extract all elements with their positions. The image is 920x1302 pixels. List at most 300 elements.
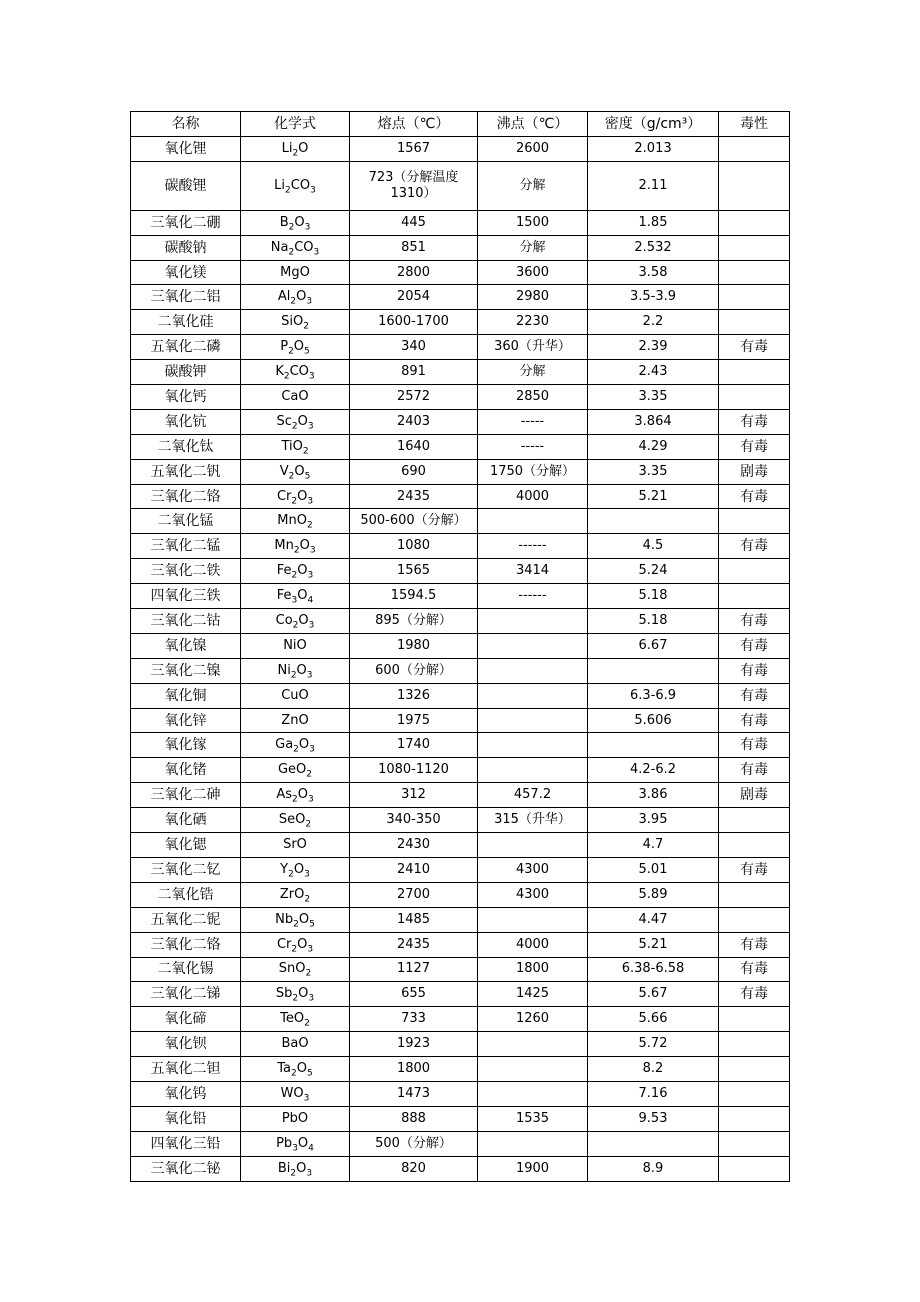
cell-boiling-point [478, 733, 588, 758]
cell-melting-point: 500-600（分解） [350, 509, 478, 534]
cell-density [588, 1131, 719, 1156]
formula-subscript: 2 [305, 969, 312, 980]
cell-name: 氧化钪 [131, 409, 241, 434]
cell-formula [241, 534, 350, 559]
cell-boiling-point: 分解 [478, 161, 588, 210]
cell-toxicity [719, 161, 790, 210]
cell-formula [241, 833, 350, 858]
formula-part: Ga [275, 737, 294, 753]
cell-boiling-point: 360（升华） [478, 335, 588, 360]
cell-density: 3.58 [588, 260, 719, 285]
cell-melting-point: 851 [350, 235, 478, 260]
cell-boiling-point: 1500 [478, 210, 588, 235]
cell-melting-point: 1473 [350, 1081, 478, 1106]
table-row [131, 1156, 790, 1181]
formula-subscript: 3 [303, 1093, 310, 1104]
cell-boiling-point: 3600 [478, 260, 588, 285]
cell-toxicity [719, 1032, 790, 1057]
formula-part: O [293, 861, 305, 877]
cell-formula [241, 1032, 350, 1057]
table-row [131, 335, 790, 360]
cell-melting-point: 2572 [350, 385, 478, 410]
formula-subscript: 2 [291, 944, 298, 955]
formula-subscript: 3 [306, 670, 313, 681]
cell-melting-point: 340-350 [350, 808, 478, 833]
formula-part: Sb [275, 986, 293, 1002]
formula-subscript: 3 [307, 496, 314, 507]
cell-density: 5.01 [588, 857, 719, 882]
cell-density: 8.9 [588, 1156, 719, 1181]
cell-name: 三氧化二铬 [131, 484, 241, 509]
cell-melting-point: 500（分解） [350, 1131, 478, 1156]
formula-part: Cr [276, 936, 292, 952]
cell-melting-point: 891 [350, 360, 478, 385]
table-row [131, 534, 790, 559]
formula-part: O [294, 463, 305, 479]
cell-formula [241, 982, 350, 1007]
cell-boiling-point [478, 658, 588, 683]
formula-part: Li [281, 140, 293, 156]
cell-name: 三氧化二铝 [131, 285, 241, 310]
cell-density: 5.21 [588, 484, 719, 509]
table-row [131, 683, 790, 708]
formula-part: Cr [276, 488, 292, 504]
cell-density: 2.013 [588, 136, 719, 161]
cell-toxicity: 有毒 [719, 658, 790, 683]
formula-subscript: 3 [306, 296, 313, 307]
formula-subscript: 2 [291, 1068, 297, 1079]
table-row [131, 584, 790, 609]
cell-formula [241, 907, 350, 932]
formula-subscript: 2 [291, 570, 298, 581]
table-row [131, 409, 790, 434]
cell-toxicity: 有毒 [719, 484, 790, 509]
formula-part: Na [270, 239, 289, 255]
formula-part: ZnO [281, 712, 309, 728]
cell-toxicity: 剧毒 [719, 783, 790, 808]
cell-toxicity [719, 285, 790, 310]
cell-boiling-point: 4000 [478, 484, 588, 509]
cell-formula [241, 609, 350, 634]
cell-toxicity [719, 260, 790, 285]
cell-density: 2.532 [588, 235, 719, 260]
cell-melting-point: 600（分解） [350, 658, 478, 683]
cell-boiling-point: 1425 [478, 982, 588, 1007]
cell-name: 二氧化硅 [131, 310, 241, 335]
cell-boiling-point: 1535 [478, 1106, 588, 1131]
cell-toxicity: 有毒 [719, 733, 790, 758]
formula-subscript: 2 [304, 1018, 310, 1029]
formula-part: O [297, 1135, 309, 1151]
cell-formula [241, 584, 350, 609]
formula-subscript: 2 [288, 222, 295, 233]
formula-part: CuO [281, 687, 309, 703]
cell-melting-point: 820 [350, 1156, 478, 1181]
cell-density: 6.67 [588, 633, 719, 658]
cell-toxicity: 有毒 [719, 708, 790, 733]
cell-melting-point: 895（分解） [350, 609, 478, 634]
cell-toxicity [719, 1156, 790, 1181]
cell-formula [241, 559, 350, 584]
cell-name: 五氧化二钒 [131, 459, 241, 484]
formula-part: PbO [281, 1110, 309, 1126]
formula-subscript: 4 [308, 1143, 314, 1154]
cell-boiling-point [478, 1131, 588, 1156]
formula-part: SeO [278, 812, 306, 828]
table-row [131, 882, 790, 907]
formula-part: P [280, 339, 289, 355]
cell-toxicity [719, 1081, 790, 1106]
formula-subscript: 3 [304, 869, 310, 880]
formula-subscript: 2 [288, 869, 294, 880]
formula-part: TeO [280, 1011, 305, 1027]
cell-melting-point: 723（分解温度1310） [350, 161, 478, 210]
cell-melting-point: 340 [350, 335, 478, 360]
formula-part: O [297, 488, 308, 504]
table-row [131, 434, 790, 459]
cell-boiling-point: 分解 [478, 360, 588, 385]
table-header-row [131, 112, 790, 137]
cell-name: 氧化铜 [131, 683, 241, 708]
cell-formula [241, 434, 350, 459]
cell-density: 3.86 [588, 783, 719, 808]
cell-name: 三氧化二硼 [131, 210, 241, 235]
cell-density: 4.5 [588, 534, 719, 559]
cell-density: 2.43 [588, 360, 719, 385]
cell-melting-point: 2700 [350, 882, 478, 907]
cell-melting-point: 2410 [350, 857, 478, 882]
cell-name: 五氧化二铌 [131, 907, 241, 932]
formula-part: O [297, 936, 308, 952]
cell-density: 9.53 [588, 1106, 719, 1131]
cell-toxicity [719, 559, 790, 584]
formula-part: V [279, 463, 289, 479]
cell-density: 6.3-6.9 [588, 683, 719, 708]
cell-melting-point: 1565 [350, 559, 478, 584]
formula-subscript: 2 [290, 670, 297, 681]
formula-part: SrO [283, 836, 307, 852]
cell-formula [241, 783, 350, 808]
cell-toxicity [719, 584, 790, 609]
cell-density: 2.11 [588, 161, 719, 210]
cell-formula [241, 932, 350, 957]
cell-melting-point: 1740 [350, 733, 478, 758]
cell-name: 四氧化三铁 [131, 584, 241, 609]
table-row [131, 360, 790, 385]
cell-name: 三氧化二钴 [131, 609, 241, 634]
cell-melting-point: 1640 [350, 434, 478, 459]
cell-melting-point: 1485 [350, 907, 478, 932]
table-row [131, 285, 790, 310]
cell-name: 氧化镍 [131, 633, 241, 658]
cell-toxicity: 剧毒 [719, 459, 790, 484]
cell-formula [241, 957, 350, 982]
cell-density: 3.35 [588, 459, 719, 484]
table-row [131, 733, 790, 758]
formula-subscript: 2 [290, 296, 297, 307]
cell-toxicity: 有毒 [719, 534, 790, 559]
formula-subscript: 2 [291, 421, 298, 432]
formula-subscript: 5 [309, 919, 315, 930]
table-row [131, 633, 790, 658]
cell-toxicity: 有毒 [719, 857, 790, 882]
formula-part: Y [280, 861, 289, 877]
table-row [131, 783, 790, 808]
cell-boiling-point: 4000 [478, 932, 588, 957]
cell-melting-point: 1800 [350, 1057, 478, 1082]
cell-toxicity: 有毒 [719, 957, 790, 982]
cell-density: 5.24 [588, 559, 719, 584]
cell-toxicity [719, 808, 790, 833]
cell-name: 氧化碲 [131, 1007, 241, 1032]
cell-formula [241, 484, 350, 509]
cell-name: 氧化镁 [131, 260, 241, 285]
cell-formula [241, 385, 350, 410]
formula-subscript: 5 [304, 471, 311, 482]
cell-boiling-point [478, 1057, 588, 1082]
cell-density: 3.5-3.9 [588, 285, 719, 310]
cell-formula [241, 658, 350, 683]
formula-part: CO [289, 364, 309, 380]
formula-subscript: 2 [285, 185, 291, 196]
cell-toxicity: 有毒 [719, 758, 790, 783]
formula-subscript: 2 [303, 321, 309, 332]
cell-toxicity [719, 1106, 790, 1131]
cell-density: 5.89 [588, 882, 719, 907]
table-row [131, 161, 790, 210]
formula-part: O [298, 737, 310, 753]
formula-subscript: 2 [292, 148, 299, 159]
cell-density: 6.38-6.58 [588, 957, 719, 982]
cell-melting-point: 690 [350, 459, 478, 484]
cell-melting-point: 1600-1700 [350, 310, 478, 335]
cell-density: 5.66 [588, 1007, 719, 1032]
formula-part: Fe [276, 588, 292, 604]
formula-part: O [298, 986, 309, 1002]
cell-density: 5.67 [588, 982, 719, 1007]
formula-subscript: 3 [304, 222, 311, 233]
formula-part: Al [277, 289, 291, 305]
formula-part: SiO [281, 314, 304, 330]
cell-name: 碳酸锂 [131, 161, 241, 210]
cell-toxicity [719, 1007, 790, 1032]
cell-melting-point: 1975 [350, 708, 478, 733]
header-formula: 化学式 [241, 112, 350, 137]
table-row [131, 260, 790, 285]
cell-boiling-point: 315（升华） [478, 808, 588, 833]
cell-name: 氧化锂 [131, 136, 241, 161]
formula-part: NiO [283, 637, 307, 653]
formula-subscript: 2 [293, 745, 299, 756]
cell-toxicity [719, 235, 790, 260]
table-row [131, 559, 790, 584]
cell-name: 氧化钡 [131, 1032, 241, 1057]
cell-boiling-point: 1260 [478, 1007, 588, 1032]
table-row [131, 484, 790, 509]
formula-part: B [279, 214, 289, 230]
cell-melting-point: 1127 [350, 957, 478, 982]
cell-toxicity [719, 907, 790, 932]
formula-part: O [297, 413, 308, 429]
cell-melting-point: 2403 [350, 409, 478, 434]
formula-subscript: 3 [306, 1168, 313, 1179]
cell-formula [241, 136, 350, 161]
cell-formula [241, 260, 350, 285]
cell-formula [241, 882, 350, 907]
cell-name: 氧化钙 [131, 385, 241, 410]
cell-melting-point: 1567 [350, 136, 478, 161]
formula-subscript: 2 [288, 247, 295, 258]
formula-subscript: 3 [308, 371, 315, 382]
cell-density: 5.72 [588, 1032, 719, 1057]
formula-subscript: 3 [313, 247, 320, 258]
table-row [131, 982, 790, 1007]
formula-part: CaO [281, 388, 309, 404]
cell-melting-point: 445 [350, 210, 478, 235]
cell-melting-point: 2435 [350, 484, 478, 509]
formula-part: K [275, 364, 284, 380]
table-row [131, 658, 790, 683]
cell-density: 5.21 [588, 932, 719, 957]
oxide-properties-table [130, 111, 790, 1182]
cell-toxicity [719, 509, 790, 534]
formula-subscript: 3 [309, 745, 315, 756]
cell-melting-point: 312 [350, 783, 478, 808]
cell-name: 三氧化二铁 [131, 559, 241, 584]
cell-boiling-point: 1900 [478, 1156, 588, 1181]
formula-subscript: 3 [309, 545, 316, 556]
formula-part: Nb [275, 911, 294, 927]
formula-part: TiO [281, 438, 303, 454]
table-body [131, 136, 790, 1181]
cell-name: 五氧化二钽 [131, 1057, 241, 1082]
formula-part: O [293, 339, 305, 355]
cell-formula [241, 708, 350, 733]
formula-part: O [298, 140, 309, 156]
formula-part: Li [274, 177, 286, 193]
cell-boiling-point: 2980 [478, 285, 588, 310]
cell-boiling-point [478, 1081, 588, 1106]
cell-formula [241, 360, 350, 385]
formula-subscript: 2 [291, 794, 298, 805]
cell-name: 二氧化锆 [131, 882, 241, 907]
cell-density: 4.2-6.2 [588, 758, 719, 783]
formula-subscript: 2 [306, 521, 313, 531]
cell-density [588, 733, 719, 758]
cell-boiling-point [478, 833, 588, 858]
formula-subscript: 4 [307, 595, 314, 606]
formula-part: Bi [277, 1160, 291, 1176]
formula-subscript: 3 [308, 993, 315, 1004]
formula-part: O [298, 612, 309, 628]
cell-density: 3.95 [588, 808, 719, 833]
cell-toxicity: 有毒 [719, 633, 790, 658]
cell-melting-point: 1594.5 [350, 584, 478, 609]
cell-density: 1.85 [588, 210, 719, 235]
cell-name: 三氧化二铬 [131, 932, 241, 957]
cell-toxicity [719, 1057, 790, 1082]
table-row [131, 385, 790, 410]
formula-part: Sc [276, 413, 292, 429]
formula-part: O [296, 1160, 307, 1176]
cell-density: 3.35 [588, 385, 719, 410]
cell-boiling-point [478, 633, 588, 658]
cell-name: 三氧化二锰 [131, 534, 241, 559]
formula-subscript: 2 [293, 919, 299, 930]
cell-boiling-point: 分解 [478, 235, 588, 260]
cell-toxicity: 有毒 [719, 434, 790, 459]
cell-formula [241, 1057, 350, 1082]
cell-toxicity [719, 360, 790, 385]
formula-part: O [294, 214, 305, 230]
cell-melting-point: 1980 [350, 633, 478, 658]
table-row [131, 136, 790, 161]
cell-boiling-point: 4300 [478, 882, 588, 907]
formula-part: WO [280, 1085, 304, 1101]
cell-formula [241, 459, 350, 484]
cell-density: 4.29 [588, 434, 719, 459]
cell-toxicity [719, 882, 790, 907]
cell-toxicity [719, 210, 790, 235]
cell-formula [241, 808, 350, 833]
formula-part: Fe [276, 563, 292, 579]
cell-boiling-point: ----- [478, 409, 588, 434]
cell-formula [241, 509, 350, 534]
cell-formula [241, 1156, 350, 1181]
cell-density: 2.39 [588, 335, 719, 360]
cell-name: 四氧化三铅 [131, 1131, 241, 1156]
formula-part: O [296, 1061, 307, 1076]
formula-subscript: 3 [308, 620, 315, 631]
cell-density: 2.2 [588, 310, 719, 335]
cell-density: 8.2 [588, 1057, 719, 1082]
cell-boiling-point [478, 708, 588, 733]
table-row [131, 235, 790, 260]
cell-name: 氧化硒 [131, 808, 241, 833]
formula-part: MnO [277, 513, 307, 529]
cell-formula [241, 335, 350, 360]
header-boiling-point: 沸点（℃） [478, 112, 588, 137]
cell-boiling-point: 2600 [478, 136, 588, 161]
formula-subscript: 3 [307, 421, 314, 432]
cell-name: 二氧化钛 [131, 434, 241, 459]
header-toxicity: 毒性 [719, 112, 790, 137]
cell-formula [241, 409, 350, 434]
cell-name: 五氧化二磷 [131, 335, 241, 360]
cell-melting-point: 655 [350, 982, 478, 1007]
cell-density: 5.18 [588, 609, 719, 634]
cell-formula [241, 1106, 350, 1131]
cell-toxicity [719, 310, 790, 335]
cell-name: 氧化锗 [131, 758, 241, 783]
cell-density: 5.18 [588, 584, 719, 609]
cell-name: 三氧化二镍 [131, 658, 241, 683]
formula-part: O [296, 289, 307, 305]
cell-boiling-point: ----- [478, 434, 588, 459]
cell-density: 7.16 [588, 1081, 719, 1106]
formula-part: CO [294, 239, 314, 255]
cell-melting-point: 2054 [350, 285, 478, 310]
table-row [131, 1032, 790, 1057]
cell-boiling-point: ------ [478, 584, 588, 609]
cell-boiling-point [478, 907, 588, 932]
cell-density [588, 658, 719, 683]
formula-part: O [297, 563, 308, 579]
formula-part: O [299, 538, 310, 554]
cell-boiling-point: 1800 [478, 957, 588, 982]
formula-subscript: 3 [310, 185, 316, 196]
cell-name: 三氧化二锑 [131, 982, 241, 1007]
